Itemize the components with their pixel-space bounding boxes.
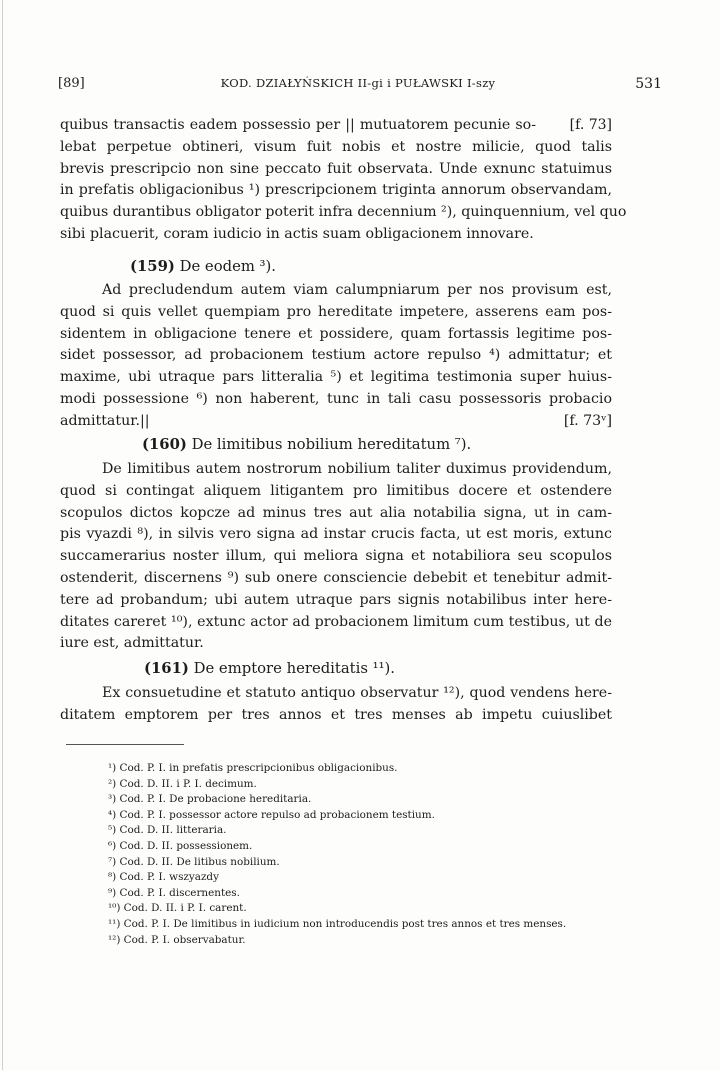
text-line: sidentem in obligacione tenere et possidere, quam fortassis legitime pos- [60, 325, 612, 342]
footnote: ¹⁰) Cod. D. II. i P. I. carent. [108, 902, 247, 915]
text-line: ostenderit, discernens ⁹) sub onere consciencie debebit et tenebitur admit- [60, 569, 612, 586]
section-title: De eodem ³). [179, 258, 276, 275]
footnote: ⁷) Cod. D. II. De litibus nobilium. [108, 855, 280, 868]
footnote: ⁹) Cod. P. I. discernentes. [108, 886, 240, 899]
section-number: (161) [144, 660, 189, 677]
text-line: pis vyazdi ⁸), in silvis vero signa ad instar crucis facta, ut est moris, extunc [60, 526, 612, 543]
text-line-content: admittatur.|| [60, 412, 150, 429]
footnote: ¹¹) Cod. P. I. De limitibus in iudicium non introducendis post tres annos et tres menses. [108, 917, 567, 930]
text-line: tere ad probandum; ubi autem utraque pars signis notabilibus inter here- [60, 591, 612, 608]
section-161-body [60, 683, 612, 727]
footnote-divider [66, 744, 184, 745]
text-line [60, 411, 612, 433]
text-line: quod si contingat aliquem litigantem pro limitibus docere et ostendere [60, 482, 612, 499]
marginal-folio-note: [f. 73ᵛ] [563, 412, 612, 429]
section-number: (160) [142, 436, 187, 453]
section-title: De limitibus nobilium hereditatum ⁷). [191, 436, 472, 453]
text-line: quibus durantibus obligator poterit infra decennium ²), quinquennium, vel quo [60, 204, 627, 221]
footnote: ¹) Cod. P. I. in prefatis prescripcionibus obligacionibus. [108, 762, 398, 774]
text-line: maxime, ubi utraque pars litteralia ⁵) et legitima testimonia super huius- [60, 369, 612, 386]
text-line: Ex consuetudine et statuto antiquo observatur ¹²), quod vendens here- [102, 685, 612, 701]
section-160-body [60, 459, 612, 655]
text-line: brevis prescripcio non sine peccato fuit observata. Unde exnunc statuimus [60, 160, 612, 177]
section-161-heading [60, 657, 612, 681]
footnote: ¹²) Cod. P. I. observabatur. [108, 933, 246, 946]
footnote: ⁵) Cod. D. II. litteraria. [108, 824, 227, 837]
footnotes [108, 761, 628, 948]
text-line: succamerarius noster illum, qui meliora signa et notabiliora seu scopulos [60, 548, 612, 565]
text-line: lebat perpetue obtineri, visum fuit nobis et nostre milicie, quod talis [60, 138, 612, 155]
text-line: ditates careret ¹⁰), extunc actor ad probacionem limitum cum testibus, ut de [60, 613, 612, 630]
footnote: ⁶) Cod. D. II. possessionem. [108, 839, 253, 852]
footnote: ³) Cod. P. I. De probacione hereditaria. [108, 793, 312, 806]
text-line: in prefatis obligacionibus ¹) prescripcionem triginta annorum observandam, [60, 182, 612, 199]
footnote: ⁸) Cod. P. I. wszyazdy [108, 871, 219, 884]
section-160-heading [60, 433, 612, 457]
section-title: De emptore hereditatis ¹¹). [193, 660, 395, 677]
footnote: ⁴) Cod. P. I. possessor actore repulso ad probacionem testium. [108, 808, 435, 821]
text-line: scopulos dictos kopcze ad minus tres aut alia notabilia signa, ut in cam- [60, 504, 612, 521]
page-number: 531 [635, 76, 662, 92]
text-line: sidet possessor, ad probacionem testium actore repulso ⁴) admittatur; et [60, 347, 612, 364]
section-159-body [60, 280, 612, 433]
paragraph-1 [60, 115, 627, 246]
text-line: Ad precludendum autem viam calumpniarum per nos provisum est, [102, 282, 612, 298]
text-line: sibi placuerit, coram iudicio in actis suam obligacionem innovare. [60, 225, 534, 242]
text-line: iure est, admittatur. [60, 635, 204, 652]
text-line: quibus transactis eadem possessio per || mutuatorem pecunie so- [60, 117, 536, 133]
section-159-heading [60, 255, 612, 279]
text-line: modi possessione ⁶) non haberent, tunc in tali casu possessoris probacio [60, 390, 612, 407]
page-edge-rule [2, 0, 3, 1070]
footnote: ²) Cod. D. II. i P. I. decimum. [108, 777, 257, 790]
header-title: KOD. DZIAŁYŃSKICH II-gi i PUŁAWSKI I-szy [220, 76, 496, 90]
text-line: De limitibus autem nostrorum nobilium taliter duximus providendum, [102, 461, 612, 477]
section-number: (159) [130, 258, 175, 275]
text-line: ditatem emptorem per tres annos et tres menses ab impetu cuiuslibet [60, 706, 612, 723]
marginal-folio-note: [f. 73] [569, 117, 612, 133]
running-header [58, 76, 662, 96]
header-page-bracket: [89] [58, 76, 85, 91]
text-line: quod si quis vellet quempiam pro hereditate impetere, asserens eam pos- [60, 303, 612, 320]
